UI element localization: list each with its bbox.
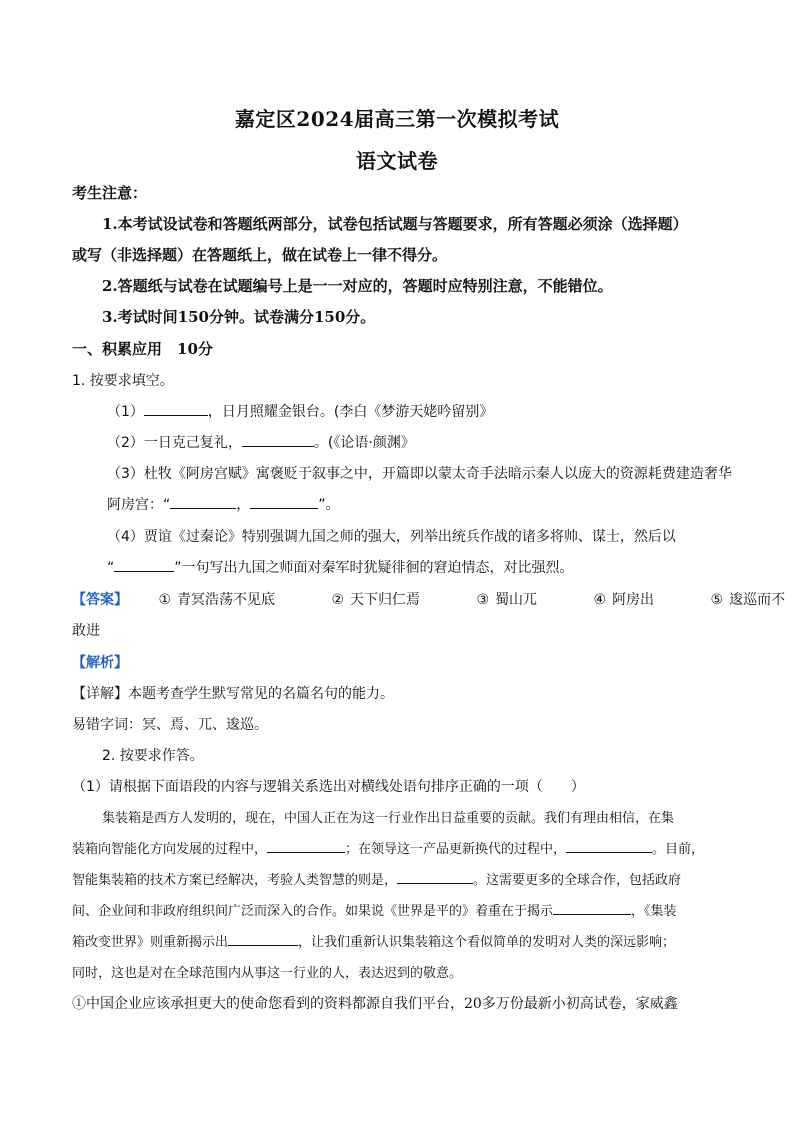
passage-text: 。这需要更多的全球合作，包括政府 — [473, 873, 682, 888]
part-text: 阿房宫：“ — [107, 497, 171, 513]
fill-blank[interactable] — [250, 494, 318, 509]
answer-tag: 【答案】 — [72, 592, 128, 608]
notice-item-3: 3.考试时间150分钟。试卷满分150分。 — [102, 308, 376, 326]
question-2-sub-1: （1）请根据下面语段的内容与逻辑关系选出对横线处语句排序正确的一项（ ） — [72, 779, 585, 795]
passage-text: ，《集装 — [631, 904, 677, 919]
answer-number: ⑤ — [710, 592, 724, 608]
fill-blank[interactable] — [228, 931, 298, 946]
part-text: ， — [236, 497, 251, 513]
passage-text: ；在领导这一产品更新换代的过程中， — [345, 842, 567, 857]
notice-heading: 考生注意： — [72, 184, 148, 202]
answer-number: ③ — [476, 592, 490, 608]
passage-text: 智能集装箱的技术方案已经解决，考验人类智慧的则是， — [72, 873, 398, 888]
analysis-errors: 易错字词：冥、焉、兀、逡巡。 — [72, 717, 268, 733]
passage-text: 。目前， — [652, 842, 705, 857]
exam-title: 嘉定区2024届高三第一次模拟考试 — [234, 107, 560, 131]
notice-item-1-cont: 或写（非选择题）在答题纸上，做在试卷上一律不得分。 — [72, 246, 448, 264]
answer-item — [158, 592, 301, 608]
answer-text: 天下归仁焉 — [350, 592, 421, 608]
question-1-part-4-cont — [107, 557, 574, 577]
passage-line-6: 同时，这也是对在全球范围内从事这一行业的人，表达迟到的敬意。 — [72, 966, 463, 981]
passage-line-5 — [72, 931, 675, 950]
answer-text: 逡巡而不 — [729, 592, 786, 608]
passage-text: ，让我们重新认识集装箱这个看似简单的发明对人类的深远影响； — [298, 935, 676, 950]
option-line-1: ①中国企业应该承担更大的使命您看到的资料都源自我们平台，20多万份最新小初高试卷，家威鑫 — [72, 996, 678, 1012]
answer-number: ② — [331, 592, 345, 608]
fill-blank[interactable] — [114, 557, 174, 572]
part-text: “ — [107, 560, 115, 576]
question-1-part-4: （4）贾谊《过秦论》特别强调九国之师的强大，列举出统兵作战的诸多将帅、谋士，然后以 — [107, 529, 676, 545]
fill-blank[interactable] — [566, 838, 652, 853]
section-heading: 一、积累应用 10分 — [72, 340, 213, 358]
fill-blank[interactable] — [397, 869, 473, 884]
answer-item — [711, 592, 794, 608]
question-1-part-3-cont — [107, 494, 340, 514]
answer-item — [594, 592, 681, 608]
question-1-part-3: （3）杜牧《阿房宫赋》寓褒贬于叙事之中，开篇即以蒙太奇手法暗示秦人以庞大的资源耗费建造奢华 — [107, 466, 732, 482]
fill-blank[interactable] — [242, 432, 314, 447]
answer-text: 阿房出 — [612, 592, 655, 608]
part-text: ”。 — [318, 497, 340, 513]
answer-line — [72, 589, 794, 609]
fill-blank[interactable] — [144, 401, 208, 416]
fill-blank[interactable] — [553, 900, 631, 915]
passage-line-2 — [72, 838, 704, 857]
answer-item — [331, 592, 446, 608]
notice-item-1: 1.本考试设试卷和答题纸两部分，试卷包括试题与答题要求，所有答题必须涂（选择题） — [102, 215, 688, 233]
passage-text: 装箱向智能化方向发展的过程中， — [72, 842, 268, 857]
passage-text: 间、企业间和非政府组织间广泛而深入的合作。如果说《世界是平的》着重在于揭示 — [72, 904, 554, 919]
passage-line-4 — [72, 900, 677, 919]
analysis-tag: 【解析】 — [72, 655, 128, 671]
passage-line-1: 集装箱是西方人发明的，现在，中国人正在为这一行业作出日益重要的贡献。我们有理由相信，在集 — [102, 811, 675, 826]
part-text: 。(《论语·颜渊》 — [313, 435, 415, 451]
passage-line-3 — [72, 869, 681, 888]
question-1-part-1 — [107, 401, 493, 421]
answer-text: 蜀山兀 — [495, 592, 538, 608]
answer-text: 青冥浩荡不见底 — [177, 592, 276, 608]
fill-blank[interactable] — [170, 494, 236, 509]
question-1-part-2 — [107, 432, 415, 452]
notice-item-2: 2.答题纸与试卷在试题编号上是一一对应的，答题时应特别注意，不能错位。 — [102, 277, 613, 295]
passage-text: 箱改变世界》则重新揭示出 — [72, 935, 229, 950]
question-1-stem: 1. 按要求填空。 — [72, 373, 174, 389]
answer-continuation: 敢进 — [72, 623, 100, 639]
fill-blank[interactable] — [267, 838, 345, 853]
answer-number: ④ — [593, 592, 607, 608]
part-text: ”一句写出九国之师面对秦军时犹疑徘徊的窘迫情态，对比强烈。 — [174, 560, 574, 576]
part-text: ，日月照耀金银台。(李白《梦游天姥吟留别》 — [207, 404, 494, 420]
answer-number: ① — [158, 592, 172, 608]
question-2-stem: 2. 按要求作答。 — [102, 748, 204, 764]
part-text: （2）一日克己复礼， — [107, 435, 242, 451]
answer-item — [476, 592, 563, 608]
exam-subtitle: 语文试卷 — [356, 149, 438, 173]
part-number: （1） — [107, 404, 144, 420]
analysis-detail: 【详解】本题考查学生默写常见的名篇名句的能力。 — [72, 686, 394, 702]
